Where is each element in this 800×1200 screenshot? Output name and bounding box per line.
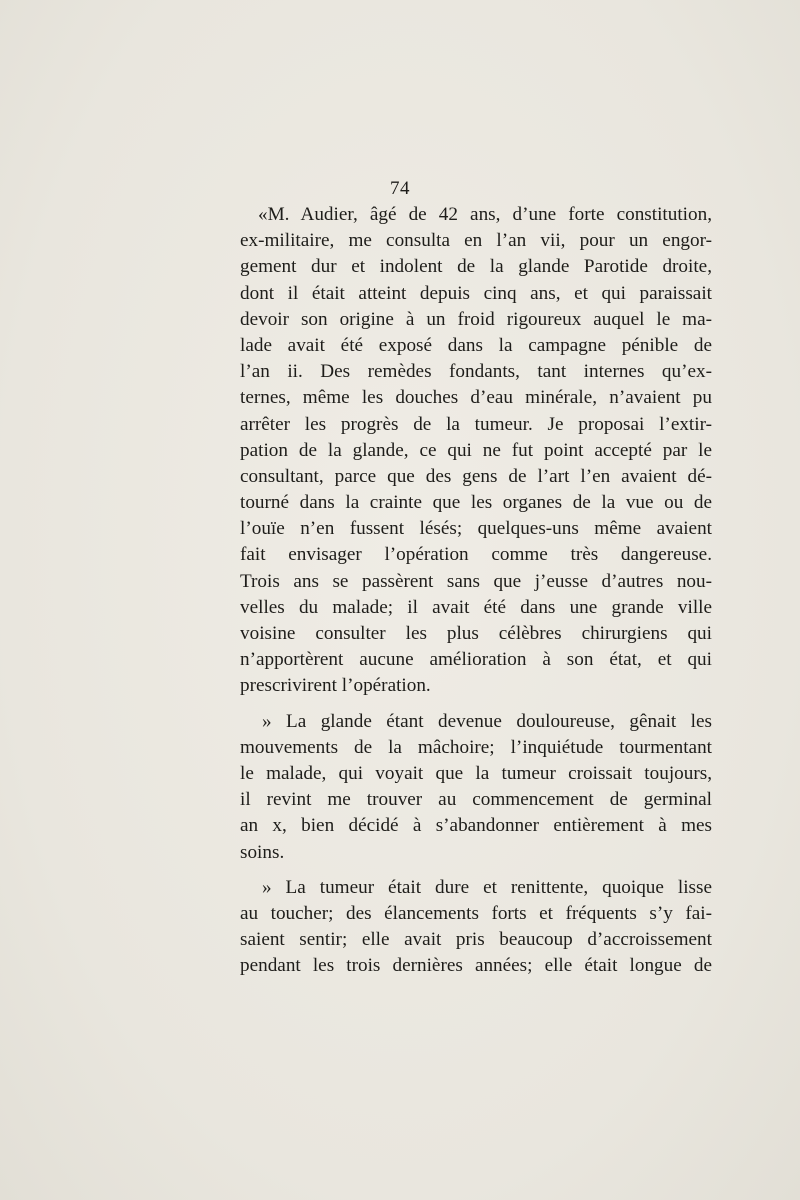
paragraph-1: [240, 202, 712, 700]
text-line: devoir son origine à un froid rigoureux auquel le ma-: [240, 308, 712, 330]
text-line: arrêter les progrès de la tumeur. Je proposai l’extir-: [240, 413, 712, 435]
paragraph-2: [240, 709, 712, 866]
text-line: an x, bien décidé à s’abandonner entièrement à mes: [240, 815, 712, 837]
body-text: [240, 202, 712, 988]
text-line: gement dur et indolent de la glande Parotide droite,: [240, 256, 712, 278]
text-line: il revint me trouver au commencement de germinal: [240, 789, 712, 811]
text-line: velles du malade; il avait été dans une grande ville: [240, 596, 712, 618]
text-line: » La glande étant devenue douloureuse, gênait les: [262, 710, 712, 732]
text-line: mouvements de la mâchoire; l’inquiétude tourmentant: [240, 736, 712, 758]
text-line: soins.: [240, 841, 285, 863]
text-line: «M. Audier, âgé de 42 ans, d’une forte constitution,: [258, 204, 712, 225]
text-line: tourné dans la crainte que les organes de la vue ou de: [240, 492, 712, 514]
text-line: ex-militaire, me consulta en l’an vii, pour un engor-: [240, 230, 712, 252]
paragraph-3: [240, 875, 712, 980]
text-line: voisine consulter les plus célèbres chirurgiens qui: [240, 623, 712, 644]
text-line: ternes, même les douches d’eau minérale, n’avaient pu: [240, 387, 712, 409]
text-line: pendant les trois dernières années; elle était longue de: [240, 955, 712, 977]
text-line: au toucher; des élancements forts et fréquents s’y fai-: [240, 902, 712, 924]
text-line: dont il était atteint depuis cinq ans, et qui paraissait: [240, 282, 712, 304]
page-number: 74: [390, 178, 410, 199]
text-line: prescrivirent l’opération.: [240, 675, 431, 697]
text-line: l’ouïe n’en fussent lésés; quelques-uns même avaient: [240, 518, 712, 540]
text-line: l’an ii. Des remèdes fondants, tant internes qu’ex-: [240, 361, 712, 383]
text-line: Trois ans se passèrent sans que j’eusse d’autres nou-: [240, 570, 712, 592]
text-line: saient sentir; elle avait pris beaucoup d’accroissement: [240, 929, 712, 951]
text-line: pation de la glande, ce qui ne fut point accepté par le: [240, 439, 712, 461]
text-line: » La tumeur était dure et renittente, quoique lisse: [262, 876, 712, 898]
text-line: n’apportèrent aucune amélioration à son état, et qui: [240, 649, 712, 671]
text-line: fait envisager l’opération comme très dangereuse.: [240, 544, 712, 566]
text-line: lade avait été exposé dans la campagne pénible de: [240, 334, 712, 356]
text-line: consultant, parce que des gens de l’art l’en avaient dé-: [240, 465, 712, 487]
text-line: le malade, qui voyait que la tumeur croissait toujours,: [240, 762, 712, 784]
